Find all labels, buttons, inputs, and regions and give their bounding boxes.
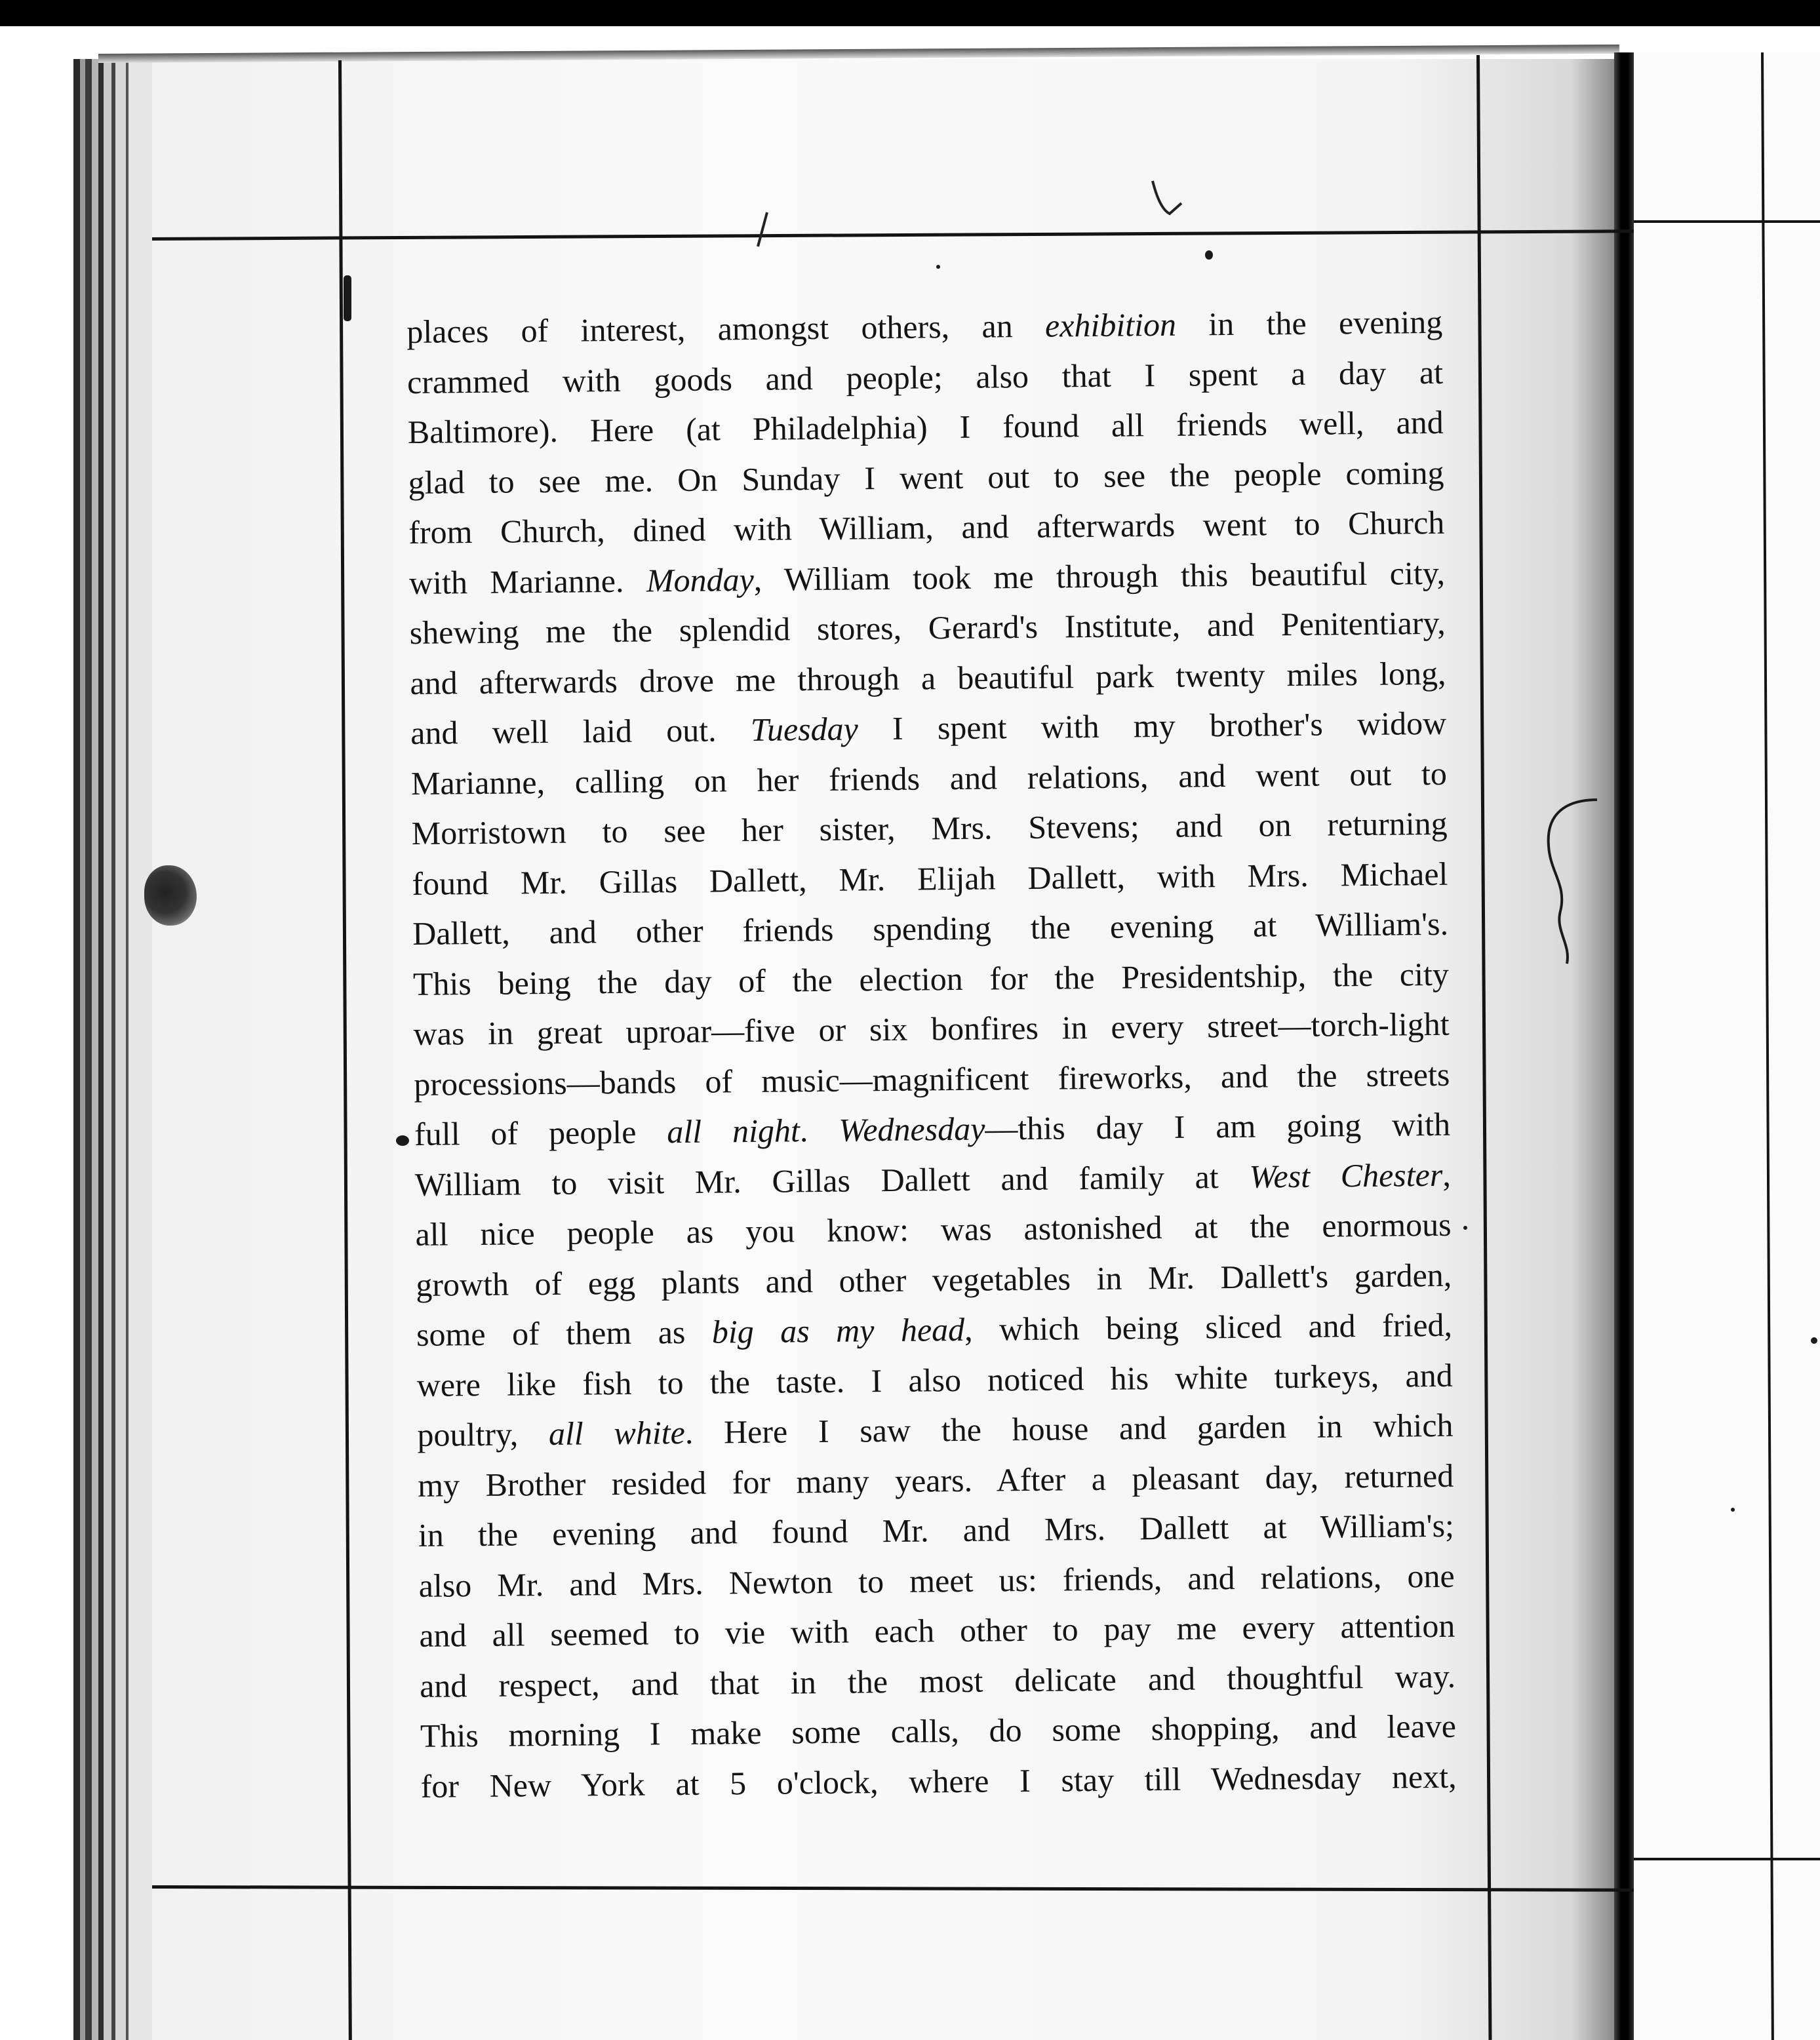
text-line — [413, 999, 1450, 1059]
ink-blot — [144, 865, 197, 926]
text-segment: Dallett, and other friends spending the evening at William's. — [412, 905, 1449, 952]
text-segment: . — [799, 1111, 839, 1149]
scan-left-margin — [0, 26, 73, 2040]
page-stack-edges — [73, 59, 152, 2040]
text-line — [407, 397, 1444, 458]
text-line — [406, 297, 1443, 357]
text-segment: for New York at 5 o'clock, where I stay till Wednesday next, — [420, 1757, 1457, 1805]
italic-text: Wednesday — [839, 1110, 985, 1148]
text-line — [417, 1400, 1454, 1461]
text-segment: and respect, and that in the most delicate and thoughtful way. — [419, 1657, 1456, 1704]
text-line — [418, 1501, 1455, 1561]
ink-speck — [1731, 1508, 1735, 1512]
text-segment: , — [1442, 1156, 1452, 1193]
scan-top-border — [0, 0, 1820, 26]
text-segment: my Brother resided for many years. After a pleasant day, returned — [417, 1457, 1454, 1504]
italic-text: Tuesday — [750, 710, 859, 748]
italic-text: all night — [667, 1112, 801, 1150]
text-segment: poultry, — [417, 1415, 549, 1453]
ink-speck — [1205, 250, 1213, 260]
right-page-edge — [1634, 52, 1820, 2040]
text-segment: in the evening and found Mr. and Mrs. Dallett at William's; — [418, 1506, 1455, 1554]
text-segment: with Marianne. — [408, 562, 647, 601]
text-segment: This being the day of the election for the Presidentship, the city — [412, 955, 1450, 1002]
text-segment: also Mr. and Mrs. Newton to meet us: friends, and relations, one — [418, 1557, 1455, 1604]
text-segment: shewing me the splendid stores, Gerard's Institute, and Penitentiary, — [409, 604, 1446, 651]
text-segment: some of them as — [416, 1313, 713, 1353]
text-segment: were like fish to the taste. I also noticed his white turkeys, and — [416, 1356, 1453, 1403]
text-segment: , which being sliced and fried, — [964, 1306, 1453, 1348]
ink-speck — [936, 265, 940, 269]
text-segment: William to visit Mr. Gillas Dallett and family at — [414, 1158, 1250, 1203]
pencil-stroke-mark — [753, 210, 772, 249]
text-line — [409, 598, 1446, 658]
ink-speck — [1463, 1226, 1467, 1230]
text-line — [420, 1701, 1457, 1761]
text-segment: found Mr. Gillas Dallett, Mr. Elijah Dallett, with Mrs. Michael — [412, 855, 1448, 902]
text-segment: and well laid out. — [410, 711, 751, 751]
text-segment: Baltimore). Here (at Philadelphia) I found all friends well, and — [407, 403, 1444, 450]
text-segment: Marianne, calling on her friends and relations, and went out to — [410, 755, 1448, 802]
text-segment: was in great uproar—five or six bonfires in every street—torch-light — [413, 1005, 1450, 1052]
text-segment: Morristown to see her sister, Mrs. Stevens; and on returning — [411, 804, 1448, 852]
italic-text: big as my head — [711, 1310, 965, 1350]
text-segment: glad to see me. On Sunday I went out to see the people coming — [408, 454, 1444, 501]
text-segment: I spent with my brother's widow — [858, 704, 1447, 747]
text-line — [420, 1751, 1457, 1811]
ink-speck — [1811, 1337, 1817, 1344]
italic-text: all white — [548, 1414, 686, 1452]
text-segment: full of people — [414, 1113, 667, 1152]
text-segment: all nice people as you know: was astonished at the enormous — [415, 1206, 1452, 1253]
text-segment: crammed with goods and people; also that I spent a day at — [406, 353, 1444, 401]
italic-text: Monday — [646, 560, 754, 599]
right-page-rule-top — [1634, 220, 1820, 223]
text-line — [416, 1300, 1453, 1360]
pen-mark — [1541, 787, 1600, 970]
text-segment: This morning I make some calls, do some shopping, and leave — [420, 1707, 1457, 1754]
text-segment: from Church, dined with William, and afterwards went to Church — [408, 503, 1445, 551]
text-segment: growth of egg plants and other vegetables in Mr. Dallett's garden, — [416, 1256, 1452, 1303]
text-segment: in the evening — [1176, 303, 1443, 343]
ink-speck — [396, 1135, 409, 1146]
text-segment: . Here I saw the house and garden in which — [684, 1406, 1454, 1451]
pencil-tick-mark — [1147, 177, 1187, 223]
text-segment: and afterwards drove me through a beautiful park twenty miles long, — [410, 654, 1446, 701]
text-line — [414, 1099, 1451, 1160]
text-line — [419, 1601, 1455, 1661]
text-line — [411, 798, 1448, 859]
text-line — [415, 1200, 1452, 1260]
text-segment: places of interest, amongst others, an — [406, 307, 1046, 350]
text-segment: processions—bands of music—magnificent fireworks, and the streets — [414, 1055, 1450, 1103]
book-gutter — [1614, 52, 1634, 2040]
body-text — [406, 297, 1457, 1811]
right-page-rule-bottom — [1634, 1858, 1820, 1860]
text-line — [410, 698, 1447, 758]
ink-speck — [344, 275, 351, 321]
text-line — [412, 899, 1449, 959]
italic-text: West Chester — [1249, 1156, 1443, 1195]
text-line — [408, 498, 1445, 558]
italic-text: exhibition — [1044, 305, 1177, 344]
text-segment: —this day I am going with — [985, 1105, 1451, 1147]
text-segment: and all seemed to vie with each other to pay me every attention — [419, 1607, 1455, 1654]
text-segment: , William took me through this beautiful city, — [753, 554, 1446, 598]
